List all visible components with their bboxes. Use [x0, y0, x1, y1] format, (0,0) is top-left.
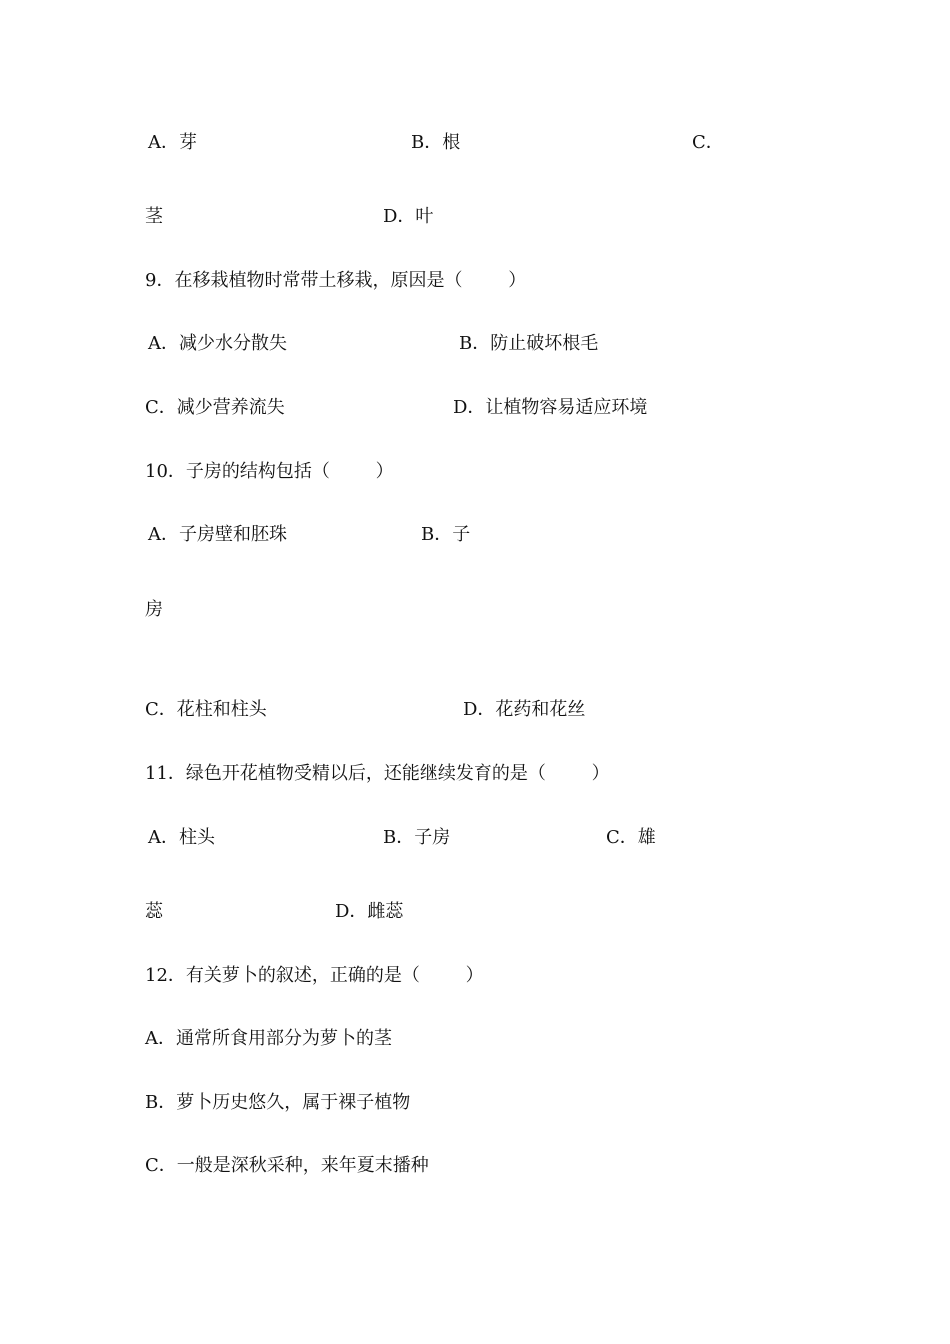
option-q9-d: D．让植物容易适应环境 — [453, 397, 648, 418]
option-q11-d: D．雌蕊 — [335, 901, 404, 922]
option-q8-b: B．根 — [411, 132, 461, 153]
question-12: 12．有关萝卜的叙述，正确的是（ ） — [145, 965, 484, 986]
option-q8-a: A．芽 — [148, 132, 197, 153]
option-q9-b: B．防止破坏根毛 — [459, 333, 599, 354]
option-q11-c-cont: 蕊 — [145, 901, 163, 922]
option-q10-a: A．子房壁和胚珠 — [148, 524, 287, 545]
option-q8-c-cont: 茎 — [145, 206, 163, 227]
option-q8-d: D．叶 — [383, 206, 434, 227]
option-q10-d: D．花药和花丝 — [463, 699, 586, 720]
option-q11-b: B．子房 — [383, 827, 451, 848]
option-q12-b: B．萝卜历史悠久，属于裸子植物 — [145, 1092, 411, 1113]
option-q12-a: A．通常所食用部分为萝卜的茎 — [145, 1028, 392, 1049]
option-q10-c: C．花柱和柱头 — [145, 699, 267, 720]
option-q8-c: C． — [692, 132, 724, 153]
option-q9-c: C．减少营养流失 — [145, 397, 285, 418]
option-q11-a: A．柱头 — [148, 827, 215, 848]
question-9: 9．在移栽植物时常带土移栽，原因是（ ） — [145, 270, 527, 291]
option-q10-b: B．子 — [421, 524, 471, 545]
option-q10-b-cont: 房 — [145, 599, 163, 620]
option-q11-c: C．雄 — [606, 827, 656, 848]
option-q12-c: C．一般是深秋采种，来年夏末播种 — [145, 1155, 429, 1176]
question-11: 11．绿色开花植物受精以后，还能继续发育的是（ ） — [145, 763, 610, 784]
question-10: 10．子房的结构包括（ ） — [145, 461, 394, 482]
option-q9-a: A．减少水分散失 — [148, 333, 287, 354]
